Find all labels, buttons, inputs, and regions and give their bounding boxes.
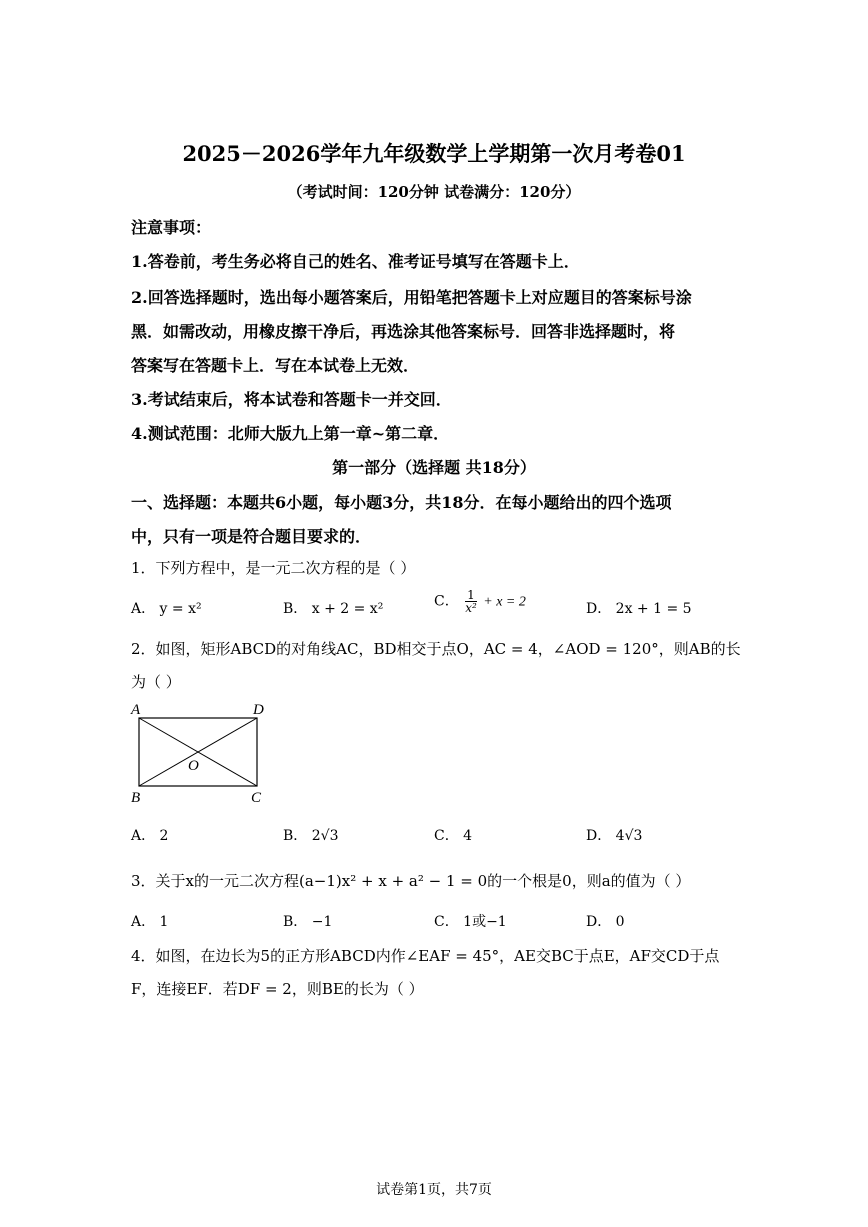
note-item-2-line-1: 2.回答选择题时，选出每小题答案后，用铅笔把答题卡上对应题目的答案标号涂 — [131, 288, 692, 307]
label-o: O — [188, 758, 199, 774]
question-4-stem-line-2: F，连接EF．若DF = 2，则BE的长为（ ） — [131, 980, 424, 998]
question-1-option-a: A． y = x² — [131, 601, 202, 617]
notes-heading: 注意事项： — [131, 218, 212, 237]
note-item-1: 1.答卷前，考生务必将自己的姓名、准考证号填写在答题卡上． — [131, 252, 580, 271]
question-4-stem-line-1: 4．如图，在边长为5的正方形ABCD内作∠EAF = 45°，AE交BC于点E，AF交CD于点 — [131, 947, 720, 965]
question-2-option-c: C． 4 — [434, 828, 473, 844]
question-3-option-c: C． 1或−1 — [434, 914, 507, 930]
note-item-2-line-3: 答案写在答题卡上．写在本试卷上无效． — [131, 356, 420, 375]
option-c-label: C． — [434, 593, 459, 610]
question-3-option-b: B． −1 — [283, 914, 333, 930]
rectangle-figure — [125, 700, 275, 808]
question-3-option-d: D． 0 — [586, 914, 625, 930]
exam-info: （考试时间：120分钟 试卷满分：120分） — [287, 183, 581, 201]
question-1-option-d: D． 2x + 1 = 5 — [586, 601, 692, 617]
question-3-option-a: A． 1 — [131, 914, 169, 930]
question-1-option-c — [434, 589, 526, 614]
label-c: C — [251, 790, 262, 806]
note-item-4: 4.测试范围：北师大版九上第一章~第二章． — [131, 424, 450, 443]
question-1-option-b: B． x + 2 = x² — [283, 601, 384, 617]
fraction — [465, 589, 477, 614]
label-a: A — [131, 702, 141, 718]
note-item-2-line-2: 黑．如需改动，用橡皮擦干净后，再选涂其他答案标号．回答非选择题时，将 — [131, 322, 676, 341]
fraction-numerator: 1 — [467, 588, 475, 602]
question-2-option-d: D． 4√3 — [586, 828, 643, 844]
note-item-3: 3.考试结束后，将本试卷和答题卡一并交回． — [131, 390, 452, 409]
label-d: D — [253, 702, 264, 718]
option-c-rest: + x = 2 — [483, 594, 526, 610]
question-2-stem-line-1: 2．如图，矩形ABCD的对角线AC，BD相交于点O，AC = 4，∠AOD = 120°，则AB的长 — [131, 640, 741, 658]
section-instruction-line-2: 中，只有一项是符合题目要求的． — [131, 527, 372, 546]
question-2-option-a: A． 2 — [131, 828, 169, 844]
part-heading: 第一部分（选择题 共18分） — [332, 458, 536, 477]
question-2-stem-line-2: 为（ ） — [131, 673, 181, 691]
question-3-stem: 3．关于x的一元二次方程(a−1)x² + x + a² − 1 = 0的一个根是0，则a的值为（ ） — [131, 872, 691, 890]
label-b: B — [131, 790, 141, 806]
fraction-denominator: x² — [465, 601, 477, 615]
question-1-stem: 1．下列方程中，是一元二次方程的是（ ） — [131, 559, 416, 577]
page-footer: 试卷第1页，共7页 — [376, 1182, 492, 1198]
page-title: 2025－2026学年九年级数学上学期第一次月考卷01 — [182, 141, 686, 166]
question-2-option-b: B． 2√3 — [283, 828, 339, 844]
section-instruction-line-1: 一、选择题：本题共6小题，每小题3分，共18分．在每小题给出的四个选项 — [131, 493, 672, 512]
